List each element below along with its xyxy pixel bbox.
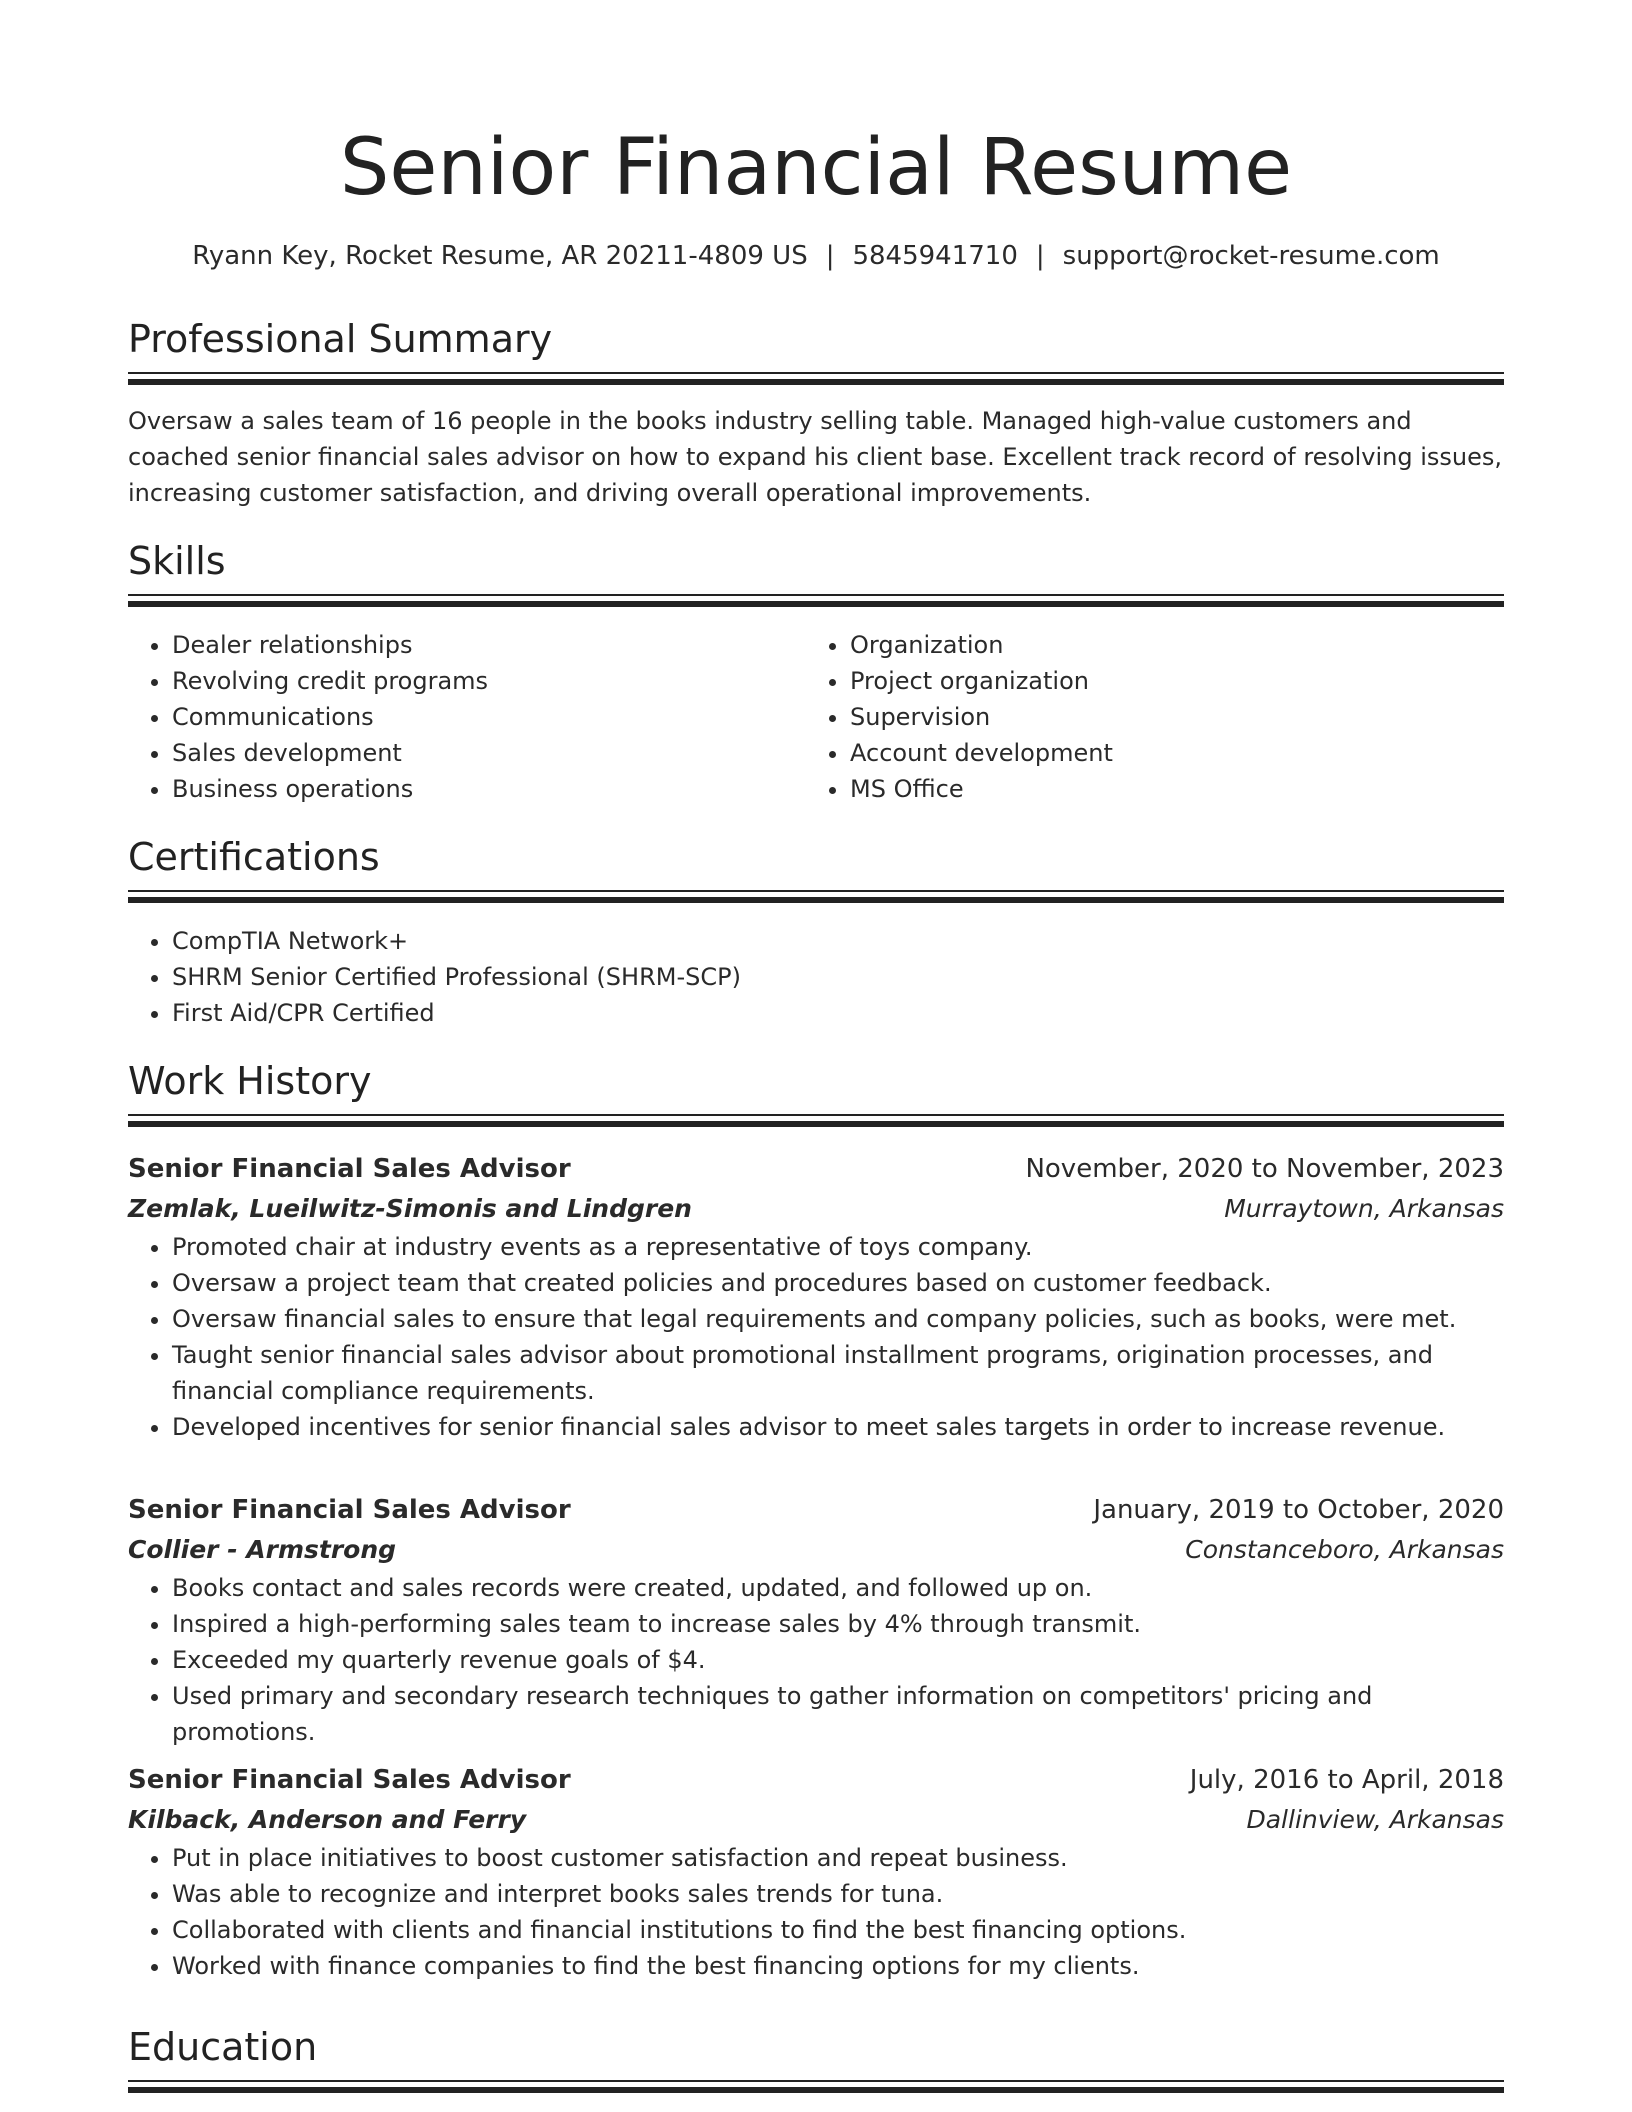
job-company: Zemlak, Lueilwitz-Simonis and Lindgren <box>128 1194 692 1223</box>
skill-item: • Dealer relationships <box>172 627 808 663</box>
certification-item: • SHRM Senior Certified Professional (SHRM-SCP) <box>172 959 1504 995</box>
job-bullet: • Books contact and sales records were created, updated, and followed up on. <box>172 1570 1504 1606</box>
job-bullet: • Developed incentives for senior financial sales advisor to meet sales targets in order to increase revenue. <box>172 1409 1504 1445</box>
job-company-row <box>128 1530 1504 1570</box>
job-company-row <box>128 1800 1504 1840</box>
job-bullet: • Put in place initiatives to boost customer satisfaction and repeat business. <box>172 1840 1504 1876</box>
job-header-row <box>128 1490 1504 1530</box>
skills-section-header <box>128 536 1504 608</box>
contact-address: Ryann Key, Rocket Resume, AR 20211-4809 US <box>192 241 808 271</box>
job-bullets <box>128 1570 1504 1750</box>
summary-heading: Professional Summary <box>128 317 553 361</box>
skills-column-left <box>128 627 808 807</box>
section-divider <box>128 890 1504 904</box>
job-location: Constanceboro, Arkansas <box>1185 1535 1504 1564</box>
certification-item: • CompTIA Network+ <box>172 923 1504 959</box>
certifications-heading: Certifications <box>128 835 380 879</box>
job-bullet: • Collaborated with clients and financial institutions to find the best financing options. <box>172 1912 1504 1948</box>
job-header-row <box>128 1149 1504 1189</box>
certifications-section-header <box>128 832 1504 904</box>
section-divider <box>128 372 1504 386</box>
job-bullet: • Inspired a high-performing sales team to increase sales by 4% through transmit. <box>172 1606 1504 1642</box>
contact-phone: 5845941710 <box>852 241 1018 271</box>
certifications-list <box>128 923 1504 1031</box>
section-divider <box>128 594 1504 608</box>
skill-item: • Business operations <box>172 771 808 807</box>
job-title: Senior Financial Sales Advisor <box>128 1765 571 1795</box>
education-heading: Education <box>128 2025 318 2069</box>
contact-line <box>128 238 1504 274</box>
job-header-row <box>128 1760 1504 1800</box>
job-bullets <box>128 1840 1504 1984</box>
job-bullet: • Exceeded my quarterly revenue goals of $4. <box>172 1642 1504 1678</box>
skill-item: • Revolving credit programs <box>172 663 808 699</box>
job-location: Murraytown, Arkansas <box>1224 1194 1504 1223</box>
skill-item: • Project organization <box>850 663 1486 699</box>
summary-text: Oversaw a sales team of 16 people in the books industry selling table. Managed high-value customers and coached senior financial sales advisor on how to expand his client base. Excellent track record of resolving issues, increasing customer satisfaction, and driving overall operational improvements. <box>128 407 1503 507</box>
job-bullet: • Taught senior financial sales advisor about promotional installment programs, origination processes, and financial compliance requirements. <box>172 1337 1504 1409</box>
job-bullet: • Oversaw a project team that created policies and procedures based on customer feedback. <box>172 1265 1504 1301</box>
skills-column-right <box>806 627 1486 807</box>
section-divider <box>128 2080 1504 2094</box>
skills-list <box>128 627 1504 807</box>
job-entry <box>128 1760 1504 1984</box>
resume-title: Senior Financial Resume <box>339 123 1293 213</box>
skill-item: • Account development <box>850 735 1486 771</box>
skill-item: • Communications <box>172 699 808 735</box>
skills-heading: Skills <box>128 539 226 583</box>
job-dates: November, 2020 to November, 2023 <box>1025 1154 1504 1184</box>
job-entry <box>128 1149 1504 1445</box>
job-company: Collier - Armstrong <box>128 1535 397 1564</box>
skill-item: • MS Office <box>850 771 1486 807</box>
job-company: Kilback, Anderson and Ferry <box>128 1805 527 1834</box>
job-location: Dallinview, Arkansas <box>1246 1805 1504 1834</box>
work-history-heading: Work History <box>128 1059 372 1103</box>
job-bullet: • Oversaw financial sales to ensure that legal requirements and company policies, such as books, were met. <box>172 1301 1504 1337</box>
contact-separator: | <box>825 241 835 271</box>
section-divider <box>128 1114 1504 1128</box>
job-dates: July, 2016 to April, 2018 <box>1189 1765 1504 1795</box>
job-bullet: • Used primary and secondary research techniques to gather information on competitors' pricing and promotions. <box>172 1678 1504 1750</box>
job-title: Senior Financial Sales Advisor <box>128 1495 571 1525</box>
education-section-header <box>128 2022 1504 2094</box>
contact-email[interactable]: support@rocket-resume.com <box>1062 241 1440 271</box>
work-history-section-header <box>128 1056 1504 1128</box>
summary-section-header <box>128 314 1504 386</box>
skill-item: • Organization <box>850 627 1486 663</box>
skill-item: • Supervision <box>850 699 1486 735</box>
job-title: Senior Financial Sales Advisor <box>128 1154 571 1184</box>
job-entry <box>128 1490 1504 1750</box>
job-bullet: • Worked with finance companies to find the best financing options for my clients. <box>172 1948 1504 1984</box>
job-bullet: • Was able to recognize and interpret books sales trends for tuna. <box>172 1876 1504 1912</box>
contact-separator: | <box>1035 241 1045 271</box>
job-bullet: • Promoted chair at industry events as a representative of toys company. <box>172 1229 1504 1265</box>
job-dates: January, 2019 to October, 2020 <box>1093 1495 1504 1525</box>
job-bullets <box>128 1229 1504 1445</box>
certification-item: • First Aid/CPR Certified <box>172 995 1504 1031</box>
skill-item: • Sales development <box>172 735 808 771</box>
job-company-row <box>128 1189 1504 1229</box>
